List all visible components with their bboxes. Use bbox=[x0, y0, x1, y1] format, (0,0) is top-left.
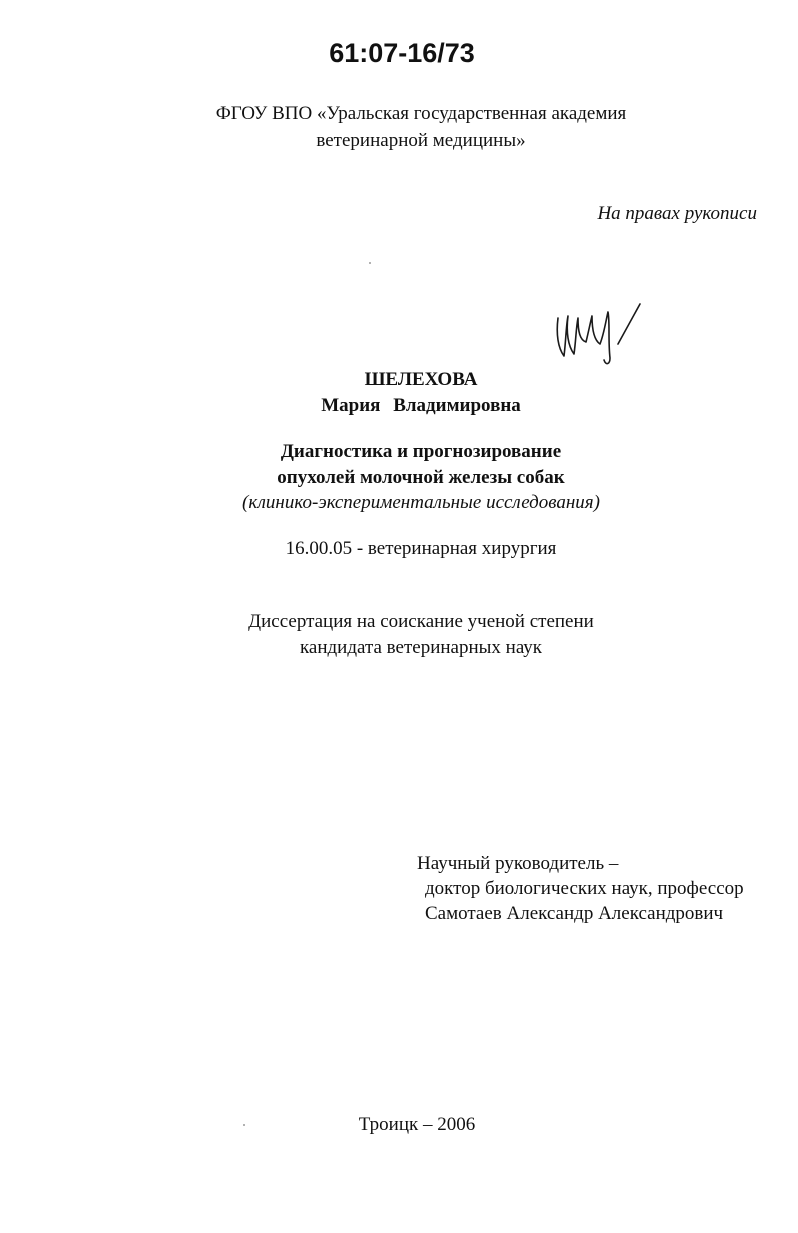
author-surname: ШЕЛЕХОВА bbox=[364, 369, 478, 390]
thesis-subtitle: (клинико-экспериментальные исследования) bbox=[242, 492, 600, 513]
handwritten-signature bbox=[552, 300, 648, 368]
manuscript-rights-note: На правах рукописи bbox=[597, 203, 757, 224]
scan-speck bbox=[243, 1124, 245, 1126]
thesis-title-line-2: опухолей молочной железы собак bbox=[277, 467, 565, 488]
thesis-title-line-1: Диагностика и прогнозирование bbox=[280, 441, 562, 462]
archive-code: 61:07-16/73 bbox=[329, 38, 475, 68]
supervisor-degree: доктор биологических наук, профессор bbox=[425, 878, 744, 899]
institution-line-2: ветеринарной медицины» bbox=[316, 130, 526, 151]
institution-line-1: ФГОУ ВПО «Уральская государственная академия bbox=[215, 103, 627, 124]
supervisor-label: Научный руководитель – bbox=[417, 853, 619, 874]
specialty-code: 16.00.05 - ветеринарная хирургия bbox=[285, 538, 557, 559]
city-year: Троицк – 2006 bbox=[358, 1114, 476, 1135]
dissertation-line-1: Диссертация на соискание ученой степени bbox=[248, 611, 594, 632]
scan-speck bbox=[369, 262, 371, 264]
supervisor-name: Самотаев Александр Александрович bbox=[425, 903, 724, 924]
dissertation-line-2: кандидата ветеринарных наук bbox=[299, 637, 543, 658]
author-name: Мария Владимировна bbox=[321, 395, 521, 416]
